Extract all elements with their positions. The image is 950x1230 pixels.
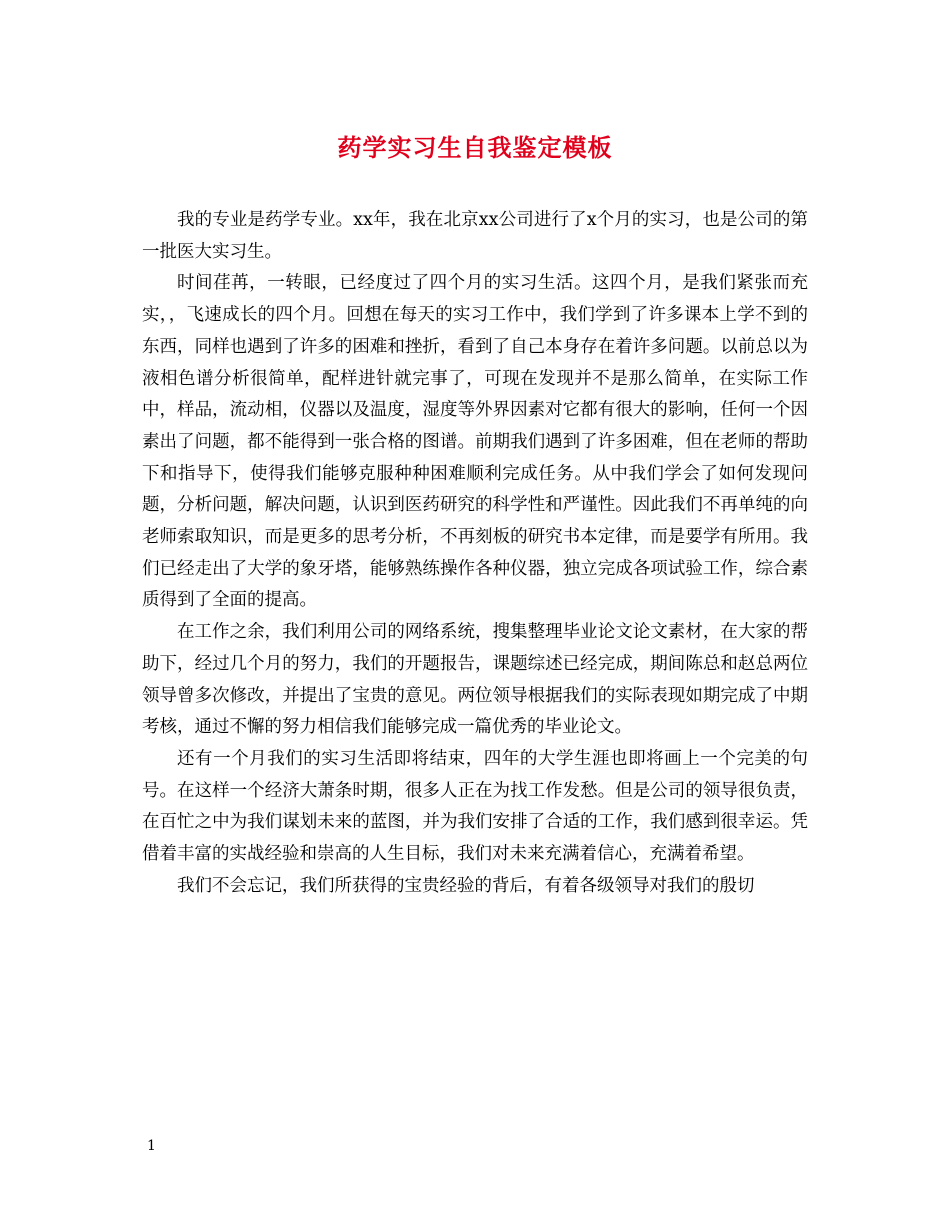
- page-number: 1: [147, 1138, 156, 1154]
- paragraph: 时间荏苒，一转眼，已经度过了四个月的实习生活。这四个月，是我们紧张而充实，，飞速成长的四个月。回想在每天的实习工作中，我们学到了许多课本上学不到的东西，同样也遇到了许多的困难和挫折，看到了自己本身存在着许多问题。以前总以为液相色谱分析很简单，配样进针就完事了，可现在发现并不是那么简单，在实际工作中，样品，流动相，仪器以及温度，湿度等外界因素对它都有很大的影响，任何一个因素出了问题，都不能得到一张合格的图谱。前期我们遇到了许多困难，但在老师的帮助下和指导下，使得我们能够克服种种困难顺利完成任务。从中我们学会了如何发现问题，分析问题，解决问题，认识到医药研究的科学性和严谨性。因此我们不再单纯的向老师索取知识，而是更多的思考分析，不再刻板的研究书本定律，而是要学有所用。我们已经走出了大学的象牙塔，能够熟练操作各种仪器，独立完成各项试验工作，综合素质得到了全面的提高。: [142, 273, 808, 611]
- paragraph: 在工作之余，我们利用公司的网络系统，搜集整理毕业论文论文素材，在大家的帮助下，经过几个月的努力，我们的开题报告，课题综述已经完成，期间陈总和赵总两位领导曾多次修改，并提出了宝贵的意见。两位领导根据我们的实际表现如期完成了中期考核，通过不懈的努力相信我们能够完成一篇优秀的毕业论文。: [142, 622, 808, 738]
- document-title: 药学实习生自我鉴定模板: [337, 133, 613, 162]
- paragraph: 我的专业是药学专业。xx年，我在北京xx公司进行了x个月的实习，也是公司的第一批医大实习生。: [142, 210, 808, 262]
- paragraph: 还有一个月我们的实习生活即将结束，四年的大学生涯也即将画上一个完美的句号。在这样一个经济大萧条时期，很多人正在为找工作发愁。但是公司的领导很负责，在百忙之中为我们谋划未来的蓝图，并为我们安排了合适的工作，我们感到很幸运。凭借着丰富的实战经验和崇高的人生目标，我们对未来充满着信心，充满着希望。: [142, 748, 808, 865]
- paragraph: 我们不会忘记，我们所获得的宝贵经验的背后，有着各级领导对我们的殷切: [177, 875, 755, 896]
- document-body: [142, 205, 808, 902]
